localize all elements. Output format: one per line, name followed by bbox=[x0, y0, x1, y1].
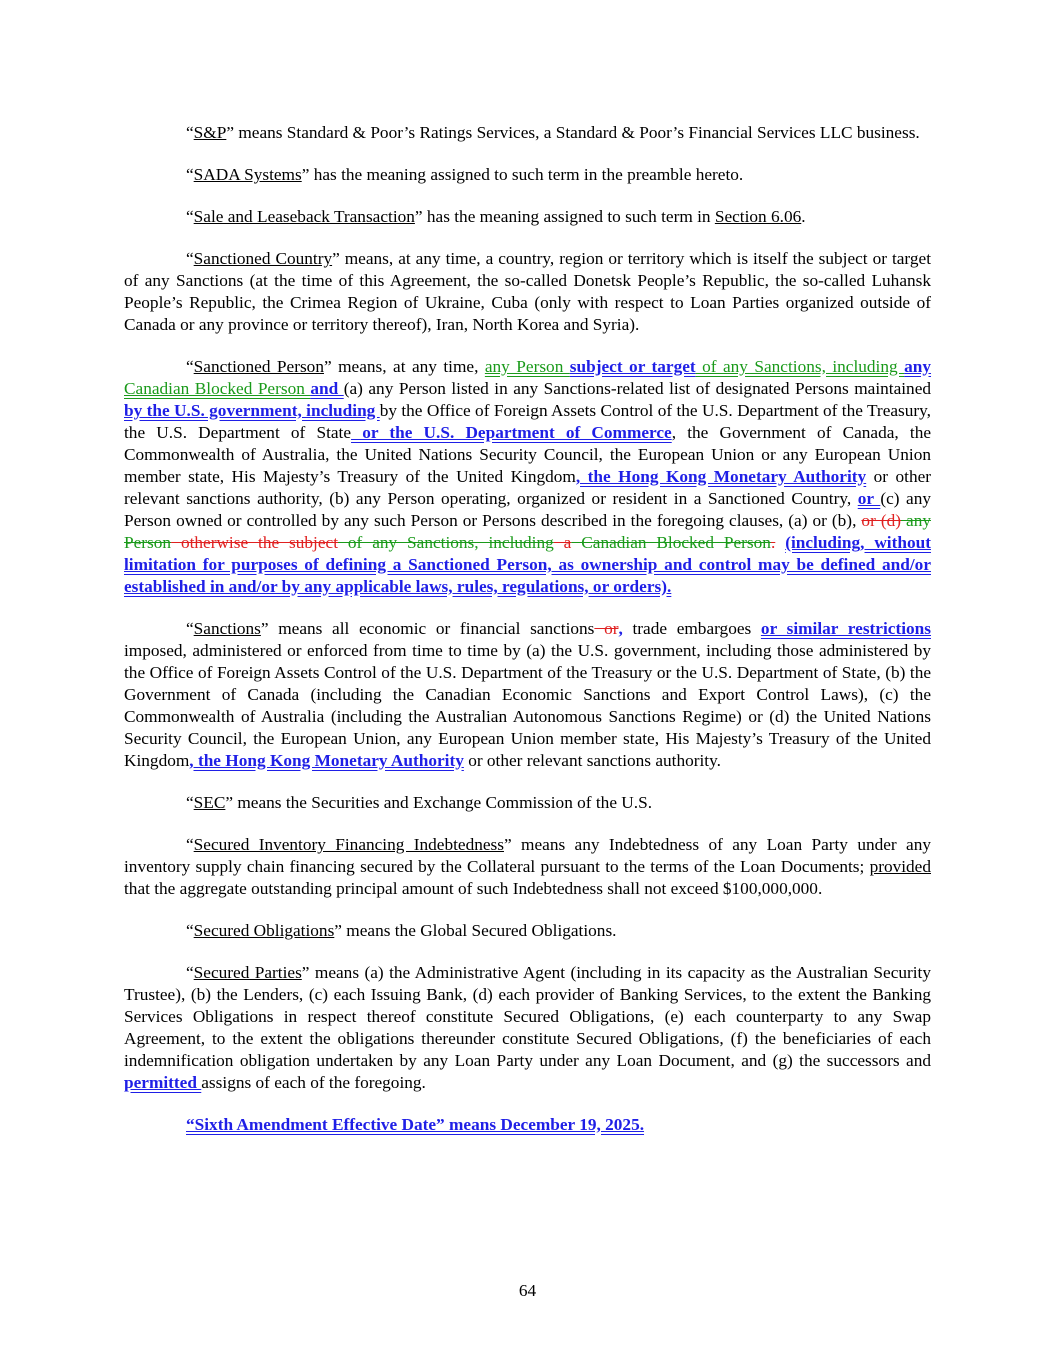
moved-deleted-text: Canadian Blocked Person bbox=[571, 533, 771, 552]
definition-text: ” has the meaning assigned to such term in the preamble hereto. bbox=[301, 165, 744, 184]
definition-sanctions: “Sanctions” means all economic or financial sanctions or, trade embargoes or similar restrictions imposed, administered or enforced from time to time by (a) the U.S. government, including those administered by the Office of Foreign Assets Control of the U.S. Department of the Treasury or the U.S. Department of State, (b) the Government of Canada (including the Canadian Economic Sanctions and Export Control Laws), (c) the Commonwealth of Australia (including the Australian Autonomous Sanctions Regime) or (d) the United Nations Security Council, the European Union, any European Union member state, His Majesty’s Treasury of the United Kingdom, the Hong Kong Monetary Authority or other relevant sanctions authority. bbox=[124, 619, 931, 770]
definition-text: ” means Standard & Poor’s Ratings Services, a Standard & Poor’s Financial Services LLC business. bbox=[226, 123, 920, 142]
definition-text: or other relevant sanctions authority, (b) any Person operating, organized or resident in a Sanctioned Country, bbox=[124, 467, 932, 508]
definition-text: ” has the meaning assigned to such term in bbox=[414, 207, 715, 226]
moved-text: of any Sanctions, including bbox=[695, 357, 905, 376]
page-number: 64 bbox=[518, 1281, 537, 1300]
defined-term: Sanctions bbox=[193, 619, 261, 638]
defined-term: S&P bbox=[193, 123, 227, 142]
inserted-text: subject or target bbox=[569, 357, 696, 376]
inserted-text: or bbox=[857, 489, 881, 508]
definition-sixth-amendment-effective-date bbox=[124, 1114, 931, 1136]
inserted-text: or similar restrictions bbox=[760, 619, 931, 638]
definition-text: , the Government of Canada, the Commonwealth of Australia, the United Nations Security Council, the European Union or any European Union member state, His Majesty’s Treasury of the United Kingdom bbox=[124, 423, 931, 486]
defined-term: SADA Systems bbox=[193, 165, 302, 184]
section-reference: Section 6.06 bbox=[714, 207, 802, 226]
inserted-text: and bbox=[310, 379, 344, 398]
moved-text: Canadian Blocked Person bbox=[124, 379, 311, 398]
deleted-text: or (d) bbox=[861, 511, 901, 530]
inserted-text: , the Hong Kong Monetary Authority bbox=[189, 751, 464, 770]
definition-text: imposed, administered or enforced from time to time by (a) the U.S. government, including those administered by the Office of Foreign Assets Control of the U.S. Department of the Treasury or the U.S. Department of State, (b) the Government of Canada (including the Canadian Economic Sanctions and Export Control Laws), (c) the Commonwealth of Australia (including the Australian Autonomous Sanctions Regime) or (d) the United Nations Security Council, the European Union, any European Union member state, His Majesty’s Treasury of the United Kingdom bbox=[124, 641, 931, 770]
deleted-text: . bbox=[770, 533, 776, 552]
deleted-text: a bbox=[553, 533, 572, 552]
definition-text: ” means the Global Secured Obligations. bbox=[334, 921, 617, 940]
inserted-text: permitted bbox=[124, 1073, 202, 1092]
inserted-text: any bbox=[904, 357, 932, 376]
moved-deleted-text: any Person bbox=[124, 511, 931, 552]
inserted-text: , the Hong Kong Monetary Authority bbox=[575, 467, 867, 486]
proviso-term: provided bbox=[869, 857, 931, 876]
defined-term: Sanctioned Person bbox=[193, 357, 324, 376]
definition-text: ” means, at any time, a country, region or territory which is itself the subject or target of any Sanctions (at the time of this Agreement, the so-called Donetsk People’s Republic, the so-called Luhansk People’s Republic, the Crimea Region of Ukraine, Cuba (only with respect to Loan Parties organized outside of Canada or any province or territory thereof), Iran, North Korea and Syria). bbox=[124, 249, 931, 334]
definition-sanctioned-person: “Sanctioned Person” means, at any time, any Person subject or target of any Sanctions, including any Canadian Blocked Person and (a) any Person listed in any Sanctions-related list of designated Persons maintained by the U.S. government, including by the Office of Foreign Assets Control of the U.S. Department of the Treasury, the U.S. Department of State or the U.S. Department of Commerce, the Government of Canada, the Commonwealth of Australia, the United Nations Security Council, the European Union or any European Union member state, His Majesty’s Treasury of the United Kingdom, the Hong Kong Monetary Authority or other relevant sanctions authority, (b) any Person operating, organized or resident in a Sanctioned Country, or (c) any Person owned or controlled by any such Person or Persons described in the foregoing clauses, (a) or (b), or (d) any Person otherwise the subject of any Sanctions, including a Canadian Blocked Person. (including, without limitation for purposes of defining a Sanctioned Person, as ownership and control may be defined and/or established in and/or by any applicable laws, rules, regulations, or orders). bbox=[124, 357, 932, 596]
document-page bbox=[124, 122, 931, 1156]
definition-text: . bbox=[801, 207, 806, 226]
defined-term: SEC bbox=[193, 793, 226, 812]
definition-text: or other relevant sanctions authority. bbox=[463, 751, 721, 770]
defined-term: Secured Inventory Financing Indebtedness bbox=[193, 835, 504, 854]
inserted-text: (including, without limitation for purposes of defining a Sanctioned Person, as ownership and control may be defined and/or established in and/or by any applicable laws, rules, regulations, or orders). bbox=[124, 533, 931, 596]
moved-text: any Person bbox=[484, 357, 570, 376]
definition-text: ” means (a) the Administrative Agent (including in its capacity as the Australian Security Trustee), (b) the Lenders, (c) each Issuing Bank, (d) each provider of Banking Services, to the extent the Banking Services Obligations in respect thereof constitute Secured Obligations, (e) each counterparty to any Swap Agreement, to the extent the obligations thereunder constitute Secured Obligations, (f) the beneficiaries of each indemnification obligation undertaken by any Loan Party under any Loan Document, and (g) the successors and bbox=[124, 963, 931, 1070]
definition-secured-obligations: “Secured Obligations” means the Global Secured Obligations. bbox=[186, 921, 617, 940]
definition-sec: “SEC” means the Securities and Exchange Commission of the U.S. bbox=[186, 793, 653, 812]
definition-sada-systems: “SADA Systems” has the meaning assigned to such term in the preamble hereto. bbox=[186, 165, 744, 184]
definition-text: (c) any Person owned or controlled by any such Person or Persons described in the foregoing clauses, (a) or (b), bbox=[124, 489, 932, 530]
definition-secured-parties: “Secured Parties” means (a) the Administrative Agent (including in its capacity as the Australian Security Trustee), (b) the Lenders, (c) each Issuing Bank, (d) each provider of Banking Services, to the extent the Banking Services Obligations in respect thereof constitute Secured Obligations, (e) each counterparty to any Swap Agreement, to the extent the obligations thereunder constitute Secured Obligations, (f) the beneficiaries of each indemnification obligation undertaken by any Loan Party under any Loan Document, and (g) the successors and permitted assigns of each of the foregoing. bbox=[124, 963, 931, 1092]
definition-text: trade embargoes bbox=[622, 619, 761, 638]
defined-term: Sanctioned Country bbox=[193, 249, 333, 268]
deleted-text: otherwise the subject bbox=[171, 533, 338, 552]
definition-text: ” means any Indebtedness of any Loan Party under any inventory supply chain financing secured by the Collateral pursuant to the terms of the Loan Documents; bbox=[124, 835, 931, 876]
definition-sanctioned-country: “Sanctioned Country” means, at any time, a country, region or territory which is itself the subject or target of any Sanctions (at the time of this Agreement, the so-called Donetsk People’s Republic, the so-called Luhansk People’s Republic, the Crimea Region of Ukraine, Cuba (only with respect to Loan Parties organized outside of Canada or any province or territory thereof), Iran, North Korea and Syria). bbox=[124, 249, 931, 334]
inserted-text: , bbox=[618, 619, 623, 638]
inserted-text: by the U.S. government, including bbox=[124, 401, 380, 420]
definition-text: (a) any Person listed in any Sanctions-related list of designated Persons maintained bbox=[343, 379, 932, 398]
definition-sp: “S&P” means Standard & Poor’s Ratings Services, a Standard & Poor’s Financial Services LLC business. bbox=[186, 123, 920, 142]
moved-deleted-text: of any Sanctions, including bbox=[338, 533, 554, 552]
inserted-text: or the U.S. Department of Commerce bbox=[351, 423, 672, 442]
deleted-text: or bbox=[594, 619, 619, 638]
definition-text bbox=[775, 533, 785, 552]
defined-term: Secured Parties bbox=[193, 963, 302, 982]
definition-text: by the Office of Foreign Assets Control of the U.S. Department of the Treasury, the U.S. Department of State bbox=[124, 401, 931, 442]
definition-secured-inventory-financing: “Secured Inventory Financing Indebtedness” means any Indebtedness of any Loan Party under any inventory supply chain financing secured by the Collateral pursuant to the terms of the Loan Documents; provided that the aggregate outstanding principal amount of such Indebtedness shall not exceed $100,000,000. bbox=[124, 835, 931, 898]
definition-sale-and-leaseback: “Sale and Leaseback Transaction” has the meaning assigned to such term in Section 6.06. bbox=[186, 207, 806, 226]
definition-text: ” means the Securities and Exchange Commission of the U.S. bbox=[225, 793, 653, 812]
defined-term: Sale and Leaseback Transaction bbox=[193, 207, 415, 226]
definition-text: ” means, at any time, bbox=[323, 357, 485, 376]
definition-text: ” means all economic or financial sanctions bbox=[260, 619, 595, 638]
definition-text: that the aggregate outstanding principal amount of such Indebtedness shall not exceed $100,000,000. bbox=[124, 879, 823, 898]
defined-term: Secured Obligations bbox=[193, 921, 335, 940]
definition-text: assigns of each of the foregoing. bbox=[201, 1073, 426, 1092]
inserted-text: “Sixth Amendment Effective Date” means December 19, 2025. bbox=[186, 1115, 645, 1134]
